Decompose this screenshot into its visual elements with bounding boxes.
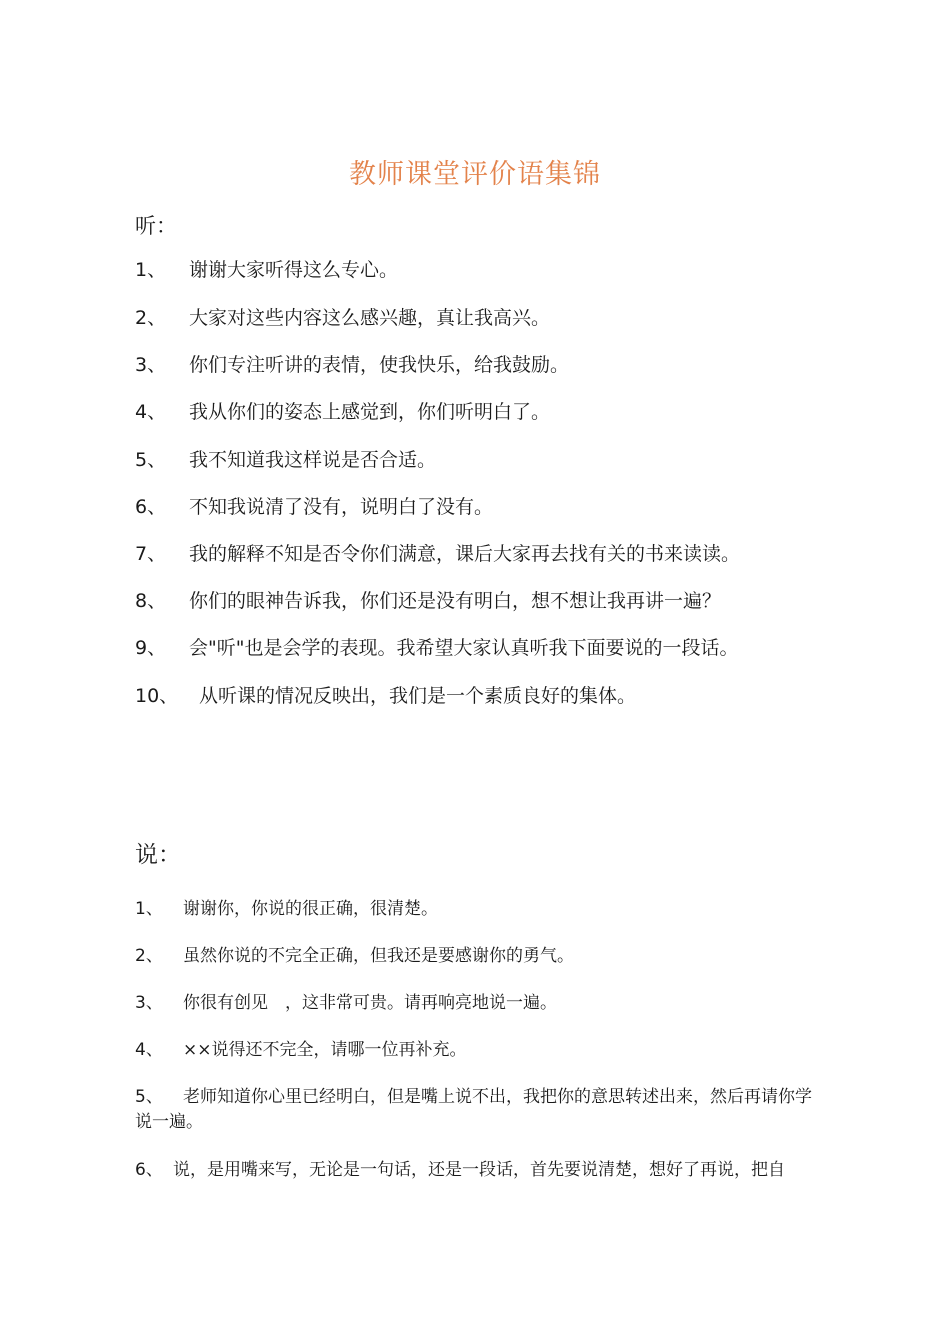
list-item	[135, 257, 825, 283]
list-item	[135, 494, 825, 520]
item-text: 你们的眼神告诉我，你们还是没有明白，想不想让我再讲一遍？	[189, 590, 722, 612]
item-text: 谢谢大家听得这么专心。	[189, 259, 399, 281]
list-item	[135, 588, 825, 614]
list-item	[135, 1085, 825, 1135]
list-item	[135, 635, 825, 661]
list-item	[135, 683, 825, 709]
list-item	[135, 897, 825, 922]
item-number: 6、	[135, 1160, 163, 1180]
item-text: 说，是用嘴来写，无论是一句话，还是一段话，首先要说清楚，想好了再说，把自	[173, 1160, 785, 1180]
item-text: 老师知道你心里已经明白，但是嘴上说不出，我把你的意思转述出来，然后再请你学说一遍。	[135, 1087, 812, 1132]
item-number: 4、	[135, 401, 167, 423]
item-text: 谢谢你，你说的很正确，很清楚。	[183, 899, 438, 919]
item-number: 8、	[135, 590, 167, 612]
listen-heading: 听：	[135, 214, 177, 238]
item-number: 2、	[135, 946, 163, 966]
item-text: 会"听"也是会学的表现。我希望大家认真听我下面要说的一段话。	[189, 637, 739, 659]
item-number: 5、	[135, 449, 167, 471]
document-title: 教师课堂评价语集锦	[349, 159, 601, 190]
item-text: 你们专注听讲的表情，使我快乐，给我鼓励。	[189, 354, 570, 376]
list-item	[135, 541, 825, 567]
item-number: 2、	[135, 307, 167, 329]
speak-heading: 说：	[135, 842, 181, 868]
item-text: 从听课的情况反映出，我们是一个素质良好的集体。	[199, 685, 637, 707]
item-number: 10、	[135, 685, 179, 707]
item-number: 9、	[135, 637, 167, 659]
item-number: 3、	[135, 993, 163, 1013]
item-number: 1、	[135, 899, 163, 919]
item-text: ××说得还不完全，请哪一位再补充。	[183, 1040, 467, 1060]
item-text: 你很有创见 ，这非常可贵。请再响亮地说一遍。	[183, 993, 557, 1013]
item-number: 7、	[135, 543, 167, 565]
list-item	[135, 305, 825, 331]
item-text: 大家对这些内容这么感兴趣，真让我高兴。	[189, 307, 551, 329]
item-number: 1、	[135, 259, 167, 281]
item-text: 我从你们的姿态上感觉到，你们听明白了。	[189, 401, 551, 423]
list-item	[135, 352, 825, 378]
list-item	[135, 944, 825, 969]
list-item	[135, 447, 825, 473]
list-item	[135, 1158, 825, 1183]
item-text: 我的解释不知是否令你们满意，课后大家再去找有关的书来读读。	[189, 543, 741, 565]
item-text: 我不知道我这样说是否合适。	[189, 449, 437, 471]
item-text: 不知我说清了没有，说明白了没有。	[189, 496, 494, 518]
list-item	[135, 991, 825, 1016]
item-number: 3、	[135, 354, 167, 376]
item-text: 虽然你说的不完全正确，但我还是要感谢你的勇气。	[183, 946, 574, 966]
item-number: 4、	[135, 1040, 163, 1060]
list-item	[135, 399, 825, 425]
item-number: 6、	[135, 496, 167, 518]
list-item	[135, 1038, 825, 1063]
item-number: 5、	[135, 1087, 163, 1107]
